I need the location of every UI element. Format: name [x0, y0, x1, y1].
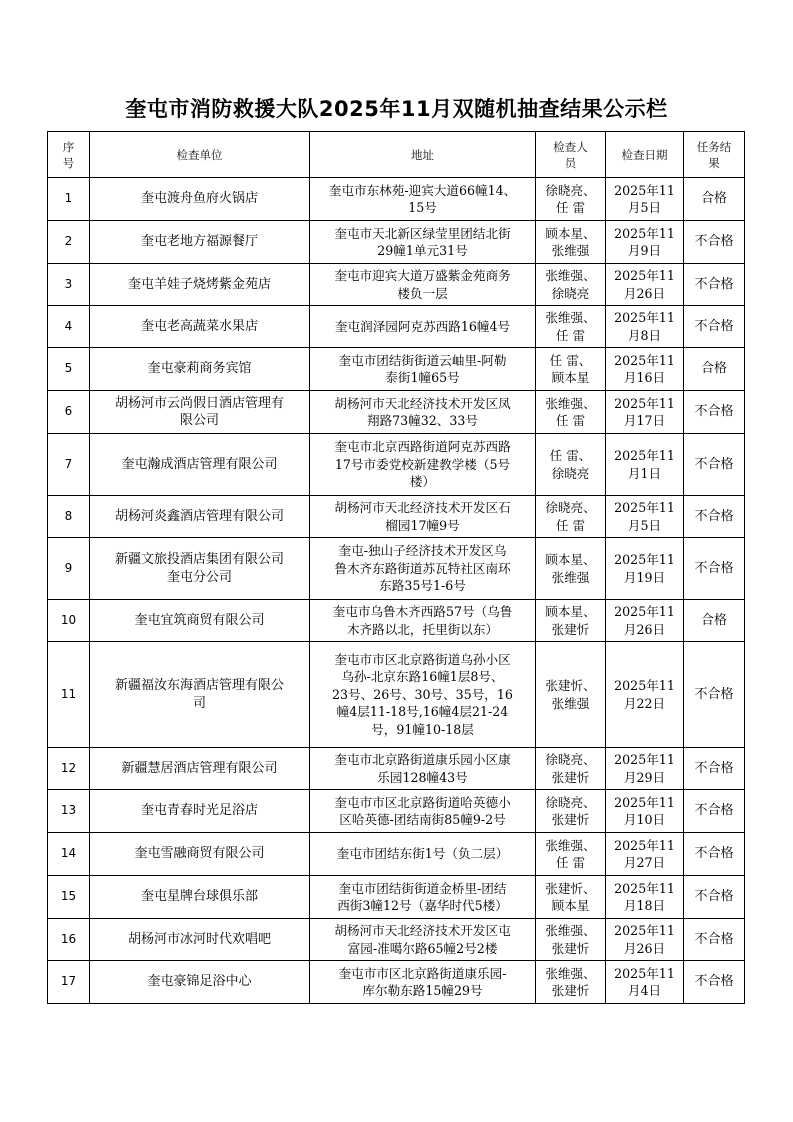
inspection-date: 2025年11 月5日 — [606, 496, 684, 538]
unit-address: 奎屯市市区北京路街道康乐园- 库尔勒东路15幢29号 — [310, 961, 536, 1004]
inspectors: 顾本星、 张维强 — [536, 538, 606, 600]
inspection-result: 不合格 — [684, 642, 745, 748]
inspectors: 张建忻、 顾本星 — [536, 876, 606, 919]
table-row — [48, 919, 745, 961]
inspectors: 张维强、 张建忻 — [536, 961, 606, 1004]
inspectors: 徐晓亮、 任 雷 — [536, 178, 606, 221]
inspection-date: 2025年11 月18日 — [606, 876, 684, 919]
inspection-date: 2025年11 月26日 — [606, 919, 684, 961]
inspected-unit: 新疆福汝东海酒店管理有限公 司 — [90, 642, 310, 748]
page-title: 奎屯市消防救援大队2025年11月双随机抽查结果公示栏 — [125, 97, 668, 121]
row-number: 6 — [48, 391, 90, 434]
row-number: 8 — [48, 496, 90, 538]
inspectors: 徐晓亮、 张建忻 — [536, 748, 606, 790]
table-row — [48, 496, 745, 538]
header-date: 检查日期 — [606, 132, 684, 178]
inspected-unit: 胡杨河市冰河时代欢唱吧 — [90, 919, 310, 961]
table-row — [48, 961, 745, 1004]
inspection-result: 合格 — [684, 178, 745, 221]
table-row — [48, 538, 745, 600]
inspection-result: 不合格 — [684, 919, 745, 961]
inspection-result: 不合格 — [684, 496, 745, 538]
row-number: 17 — [48, 961, 90, 1004]
inspection-result: 不合格 — [684, 790, 745, 833]
results-table — [47, 131, 745, 1004]
inspected-unit: 奎屯豪锦足浴中心 — [90, 961, 310, 1004]
header-no: 序 号 — [48, 132, 90, 178]
inspection-date: 2025年11 月26日 — [606, 600, 684, 642]
table-row — [48, 348, 745, 391]
inspected-unit: 奎屯羊娃子烧烤紫金苑店 — [90, 264, 310, 306]
table-row — [48, 391, 745, 434]
inspection-result: 不合格 — [684, 961, 745, 1004]
inspection-result: 不合格 — [684, 391, 745, 434]
inspectors: 徐晓亮、 张建忻 — [536, 790, 606, 833]
row-number: 9 — [48, 538, 90, 600]
inspected-unit: 胡杨河市云尚假日酒店管理有 限公司 — [90, 391, 310, 434]
inspection-date: 2025年11 月26日 — [606, 264, 684, 306]
table-row — [48, 178, 745, 221]
unit-address: 奎屯市北京路街道康乐园小区康 乐园128幢43号 — [310, 748, 536, 790]
row-number: 10 — [48, 600, 90, 642]
inspection-date: 2025年11 月10日 — [606, 790, 684, 833]
table-body — [48, 178, 745, 1004]
inspection-result: 不合格 — [684, 833, 745, 876]
inspection-result: 合格 — [684, 348, 745, 391]
inspection-date: 2025年11 月5日 — [606, 178, 684, 221]
inspected-unit: 奎屯星牌台球俱乐部 — [90, 876, 310, 919]
inspectors: 顾本星、 张建忻 — [536, 600, 606, 642]
inspection-result: 合格 — [684, 600, 745, 642]
row-number: 4 — [48, 306, 90, 348]
inspected-unit: 奎屯青春时光足浴店 — [90, 790, 310, 833]
row-number: 16 — [48, 919, 90, 961]
inspected-unit: 奎屯老地方福源餐厅 — [90, 221, 310, 264]
row-number: 3 — [48, 264, 90, 306]
header-inspectors: 检查人 员 — [536, 132, 606, 178]
inspectors: 张维强、 任 雷 — [536, 306, 606, 348]
table-row — [48, 600, 745, 642]
inspected-unit: 新疆慧居酒店管理有限公司 — [90, 748, 310, 790]
row-number: 13 — [48, 790, 90, 833]
unit-address: 奎屯市北京西路街道阿克苏西路 17号市委党校新建教学楼（5号 楼） — [310, 434, 536, 496]
inspected-unit: 奎屯瀚成酒店管理有限公司 — [90, 434, 310, 496]
inspection-result: 不合格 — [684, 876, 745, 919]
inspectors: 张维强、 张建忻 — [536, 919, 606, 961]
inspection-date: 2025年11 月4日 — [606, 961, 684, 1004]
inspection-date: 2025年11 月17日 — [606, 391, 684, 434]
unit-address: 胡杨河市天北经济技术开发区屯 富园-准噶尔路65幢2号2楼 — [310, 919, 536, 961]
table-row — [48, 833, 745, 876]
header-address: 地址 — [310, 132, 536, 178]
unit-address: 奎屯市市区北京路街道乌孙小区 乌孙-北京东路16幢1层8号、 23号、26号、30号、35号，16 幢4层11-18号,16幢4层21-24 号，91幢10-18层 — [310, 642, 536, 748]
unit-address: 奎屯市团结街街道金桥里-团结 西街3幢12号（嘉华时代5楼） — [310, 876, 536, 919]
row-number: 1 — [48, 178, 90, 221]
row-number: 7 — [48, 434, 90, 496]
inspectors: 张维强、 徐晓亮 — [536, 264, 606, 306]
unit-address: 奎屯-独山子经济技术开发区乌 鲁木齐东路街道苏瓦特社区南环 东路35号1-6号 — [310, 538, 536, 600]
inspection-date: 2025年11 月16日 — [606, 348, 684, 391]
inspection-date: 2025年11 月19日 — [606, 538, 684, 600]
inspection-date: 2025年11 月1日 — [606, 434, 684, 496]
inspection-result: 不合格 — [684, 434, 745, 496]
inspectors: 张建忻、 张维强 — [536, 642, 606, 748]
inspected-unit: 奎屯渡舟鱼府火锅店 — [90, 178, 310, 221]
inspectors: 徐晓亮、 任 雷 — [536, 496, 606, 538]
row-number: 5 — [48, 348, 90, 391]
table-row — [48, 876, 745, 919]
inspected-unit: 胡杨河炎鑫酒店管理有限公司 — [90, 496, 310, 538]
unit-address: 奎屯市团结东街1号（负二层） — [310, 833, 536, 876]
table-row — [48, 264, 745, 306]
table-header-row — [48, 132, 745, 178]
inspected-unit: 奎屯雪融商贸有限公司 — [90, 833, 310, 876]
table-row — [48, 642, 745, 748]
inspection-date: 2025年11 月27日 — [606, 833, 684, 876]
inspectors: 任 雷、 顾本星 — [536, 348, 606, 391]
row-number: 2 — [48, 221, 90, 264]
header-unit: 检查单位 — [90, 132, 310, 178]
inspection-result: 不合格 — [684, 306, 745, 348]
table-row — [48, 790, 745, 833]
table-row — [48, 221, 745, 264]
row-number: 11 — [48, 642, 90, 748]
table-row — [48, 434, 745, 496]
inspection-date: 2025年11 月29日 — [606, 748, 684, 790]
inspectors: 任 雷、 徐晓亮 — [536, 434, 606, 496]
inspection-result: 不合格 — [684, 538, 745, 600]
unit-address: 奎屯市天北新区绿莹里团结北街 29幢1单元31号 — [310, 221, 536, 264]
inspection-result: 不合格 — [684, 748, 745, 790]
unit-address: 胡杨河市天北经济技术开发区凤 翔路73幢32、33号 — [310, 391, 536, 434]
inspection-result: 不合格 — [684, 264, 745, 306]
unit-address: 胡杨河市天北经济技术开发区石 榴园17幢9号 — [310, 496, 536, 538]
unit-address: 奎屯市团结街街道云岫里-阿勒 泰街1幢65号 — [310, 348, 536, 391]
inspected-unit: 奎屯宜筑商贸有限公司 — [90, 600, 310, 642]
inspectors: 顾本星、 张维强 — [536, 221, 606, 264]
inspected-unit: 新疆文旅投酒店集团有限公司 奎屯分公司 — [90, 538, 310, 600]
row-number: 12 — [48, 748, 90, 790]
inspectors: 张维强、 任 雷 — [536, 833, 606, 876]
table-row — [48, 306, 745, 348]
inspected-unit: 奎屯老高蔬菜水果店 — [90, 306, 310, 348]
inspection-date: 2025年11 月9日 — [606, 221, 684, 264]
unit-address: 奎屯市乌鲁木齐西路57号（乌鲁 木齐路以北，托里街以东） — [310, 600, 536, 642]
unit-address: 奎屯市东林苑-迎宾大道66幢14、 15号 — [310, 178, 536, 221]
inspection-date: 2025年11 月8日 — [606, 306, 684, 348]
inspection-date: 2025年11 月22日 — [606, 642, 684, 748]
unit-address: 奎屯市迎宾大道万盛紫金苑商务 楼负一层 — [310, 264, 536, 306]
inspection-result: 不合格 — [684, 221, 745, 264]
header-result: 任务结 果 — [684, 132, 745, 178]
unit-address: 奎屯润泽园阿克苏西路16幢4号 — [310, 306, 536, 348]
unit-address: 奎屯市市区北京路街道哈英德小 区哈英德-团结南街85幢9-2号 — [310, 790, 536, 833]
inspected-unit: 奎屯豪莉商务宾馆 — [90, 348, 310, 391]
inspectors: 张维强、 任 雷 — [536, 391, 606, 434]
table-row — [48, 748, 745, 790]
row-number: 15 — [48, 876, 90, 919]
row-number: 14 — [48, 833, 90, 876]
